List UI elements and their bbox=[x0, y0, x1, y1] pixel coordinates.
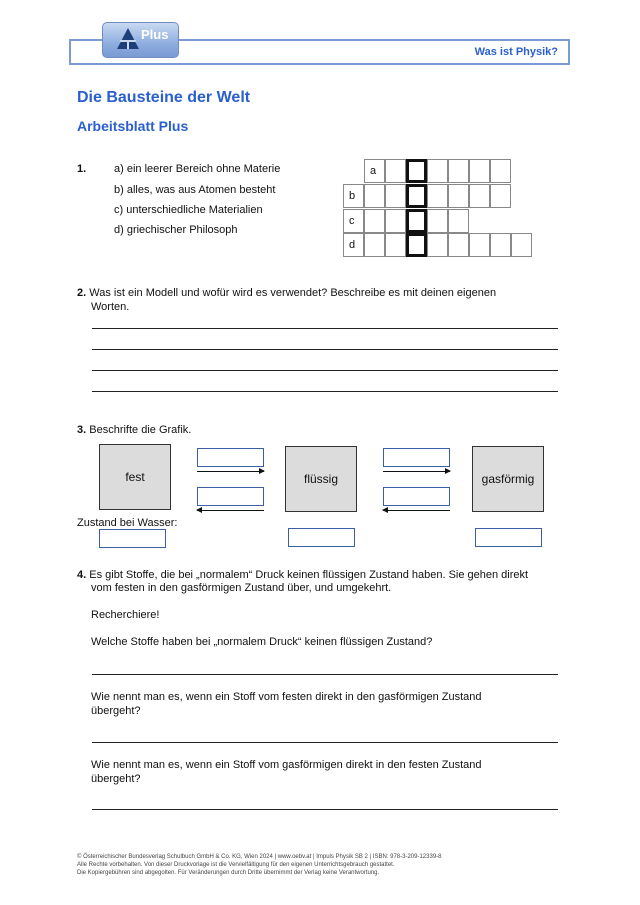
crossword-cell[interactable] bbox=[343, 209, 364, 233]
q4-question-c-line2: übergeht? bbox=[91, 773, 141, 785]
q4-number: 4. bbox=[77, 569, 87, 581]
crossword-cell[interactable] bbox=[427, 184, 448, 208]
footer-line1: © Österreichischer Bundesverlag Schulbuch GmbH & Co. KG, Wien 2024 | www.oebv.at | Impuls Physik SB 2 | ISBN: 978-3-209-12339-8 bbox=[77, 854, 442, 860]
crossword-cell[interactable] bbox=[490, 159, 511, 183]
crossword-cell[interactable] bbox=[343, 233, 364, 257]
triangle-logo-icon bbox=[116, 27, 140, 51]
crossword-cell[interactable] bbox=[511, 233, 532, 257]
page-subtitle: Arbeitsblatt Plus bbox=[77, 118, 189, 134]
crossword-row-label: d bbox=[349, 239, 356, 251]
crossword-cell[interactable] bbox=[364, 233, 385, 257]
water-state-label: Zustand bei Wasser: bbox=[77, 517, 178, 529]
crossword-cell[interactable] bbox=[364, 209, 385, 233]
crossword-solution-cell[interactable] bbox=[406, 209, 427, 233]
crossword-cell[interactable] bbox=[385, 209, 406, 233]
crossword-solution-cell[interactable] bbox=[406, 159, 427, 183]
q1-clue-d: d) griechischer Philosoph bbox=[114, 224, 238, 236]
water-state-box[interactable] bbox=[288, 528, 355, 547]
water-state-box[interactable] bbox=[475, 528, 542, 547]
crossword-solution-cell[interactable] bbox=[406, 233, 427, 257]
arrow-right-icon bbox=[383, 471, 450, 472]
answer-line[interactable] bbox=[92, 809, 558, 810]
answer-line[interactable] bbox=[92, 742, 558, 743]
crossword-cell[interactable] bbox=[343, 184, 364, 208]
q3-number: 3. bbox=[77, 424, 87, 436]
crossword-cell[interactable] bbox=[385, 184, 406, 208]
crossword-cell[interactable] bbox=[427, 209, 448, 233]
arrow-right-icon bbox=[197, 471, 264, 472]
footer bbox=[77, 853, 442, 877]
q3-prompt bbox=[77, 423, 191, 437]
logo-text: Plus bbox=[141, 27, 169, 42]
answer-line[interactable] bbox=[92, 391, 558, 392]
q1-clue-a: a) ein leerer Bereich ohne Materie bbox=[114, 163, 281, 175]
q4-question-b-line2: übergeht? bbox=[91, 705, 141, 717]
transition-answer-box[interactable] bbox=[383, 448, 450, 467]
footer-line2: Alle Rechte vorbehalten. Von dieser Druckvorlage ist die Vervielfältigung für den eigenen Unterrichtsgebrauch gestattet. bbox=[77, 862, 395, 868]
transition-answer-box[interactable] bbox=[383, 487, 450, 506]
q4-intro-line1: Es gibt Stoffe, die bei „normalem“ Druck keinen flüssigen Zustand haben. Sie gehen direkt bbox=[89, 569, 529, 581]
q4-question-b-line1: Wie nennt man es, wenn ein Stoff vom festen direkt in den gasförmigen Zustand bbox=[91, 691, 482, 703]
plus-logo bbox=[102, 22, 179, 58]
crossword-cell[interactable] bbox=[490, 233, 511, 257]
q3-text: Beschrifte die Grafik. bbox=[89, 424, 192, 436]
crossword-cell[interactable] bbox=[448, 184, 469, 208]
crossword-cell[interactable] bbox=[469, 233, 490, 257]
state-box-gas: gasförmig bbox=[472, 446, 544, 512]
crossword-cell[interactable] bbox=[427, 233, 448, 257]
q1-number: 1. bbox=[77, 163, 87, 175]
page-title: Die Bausteine der Welt bbox=[77, 89, 251, 106]
crossword-cell[interactable] bbox=[427, 159, 448, 183]
crossword-cell[interactable] bbox=[448, 233, 469, 257]
transition-answer-box[interactable] bbox=[197, 448, 264, 467]
water-state-box[interactable] bbox=[99, 529, 166, 548]
crossword-row-label: c bbox=[349, 215, 355, 227]
q4-intro-line2: vom festen in den gasförmigen Zustand über, und umgekehrt. bbox=[91, 582, 392, 594]
crossword-cell[interactable] bbox=[469, 184, 490, 208]
q4-question-a: Welche Stoffe haben bei „normalem Druck“ keinen flüssigen Zustand? bbox=[91, 636, 433, 648]
crossword-cell[interactable] bbox=[490, 184, 511, 208]
q4-intro bbox=[77, 568, 528, 582]
crossword-row-label: a bbox=[370, 165, 377, 177]
answer-line[interactable] bbox=[92, 328, 558, 329]
q4-question-c-line1: Wie nennt man es, wenn ein Stoff vom gasförmigen direkt in den festen Zustand bbox=[91, 759, 482, 771]
crossword-cell[interactable] bbox=[364, 159, 385, 183]
transition-answer-box[interactable] bbox=[197, 487, 264, 506]
state-box-liquid: flüssig bbox=[285, 446, 357, 512]
answer-line[interactable] bbox=[92, 370, 558, 371]
state-box-solid: fest bbox=[99, 444, 171, 510]
arrow-left-icon bbox=[197, 510, 264, 511]
answer-line[interactable] bbox=[92, 349, 558, 350]
crossword-cell[interactable] bbox=[469, 159, 490, 183]
footer-line3: Die Kopiergebühren sind abgegolten. Für Veränderungen durch Dritte übernimmt der Verlag keine Verantwortung. bbox=[77, 870, 380, 876]
q1-clue-b: b) alles, was aus Atomen besteht bbox=[114, 184, 276, 196]
crossword-cell[interactable] bbox=[448, 159, 469, 183]
crossword-cell[interactable] bbox=[364, 184, 385, 208]
crossword-row-label: b bbox=[349, 190, 356, 202]
header-title: Was ist Physik? bbox=[474, 46, 558, 58]
q1-clue-c: c) unterschiedliche Materialien bbox=[114, 204, 263, 216]
q2-number: 2. bbox=[77, 287, 87, 299]
q4-research: Recherchiere! bbox=[91, 609, 160, 621]
crossword-solution-cell[interactable] bbox=[406, 184, 427, 208]
crossword-cell[interactable] bbox=[448, 209, 469, 233]
q2-prompt bbox=[77, 286, 496, 300]
q2-text-line2: Worten. bbox=[91, 301, 130, 313]
q2-text: Was ist ein Modell und wofür wird es verwendet? Beschreibe es mit deinen eigenen bbox=[89, 287, 497, 299]
crossword-cell[interactable] bbox=[385, 159, 406, 183]
arrow-left-icon bbox=[383, 510, 450, 511]
answer-line[interactable] bbox=[92, 674, 558, 675]
crossword-cell[interactable] bbox=[385, 233, 406, 257]
